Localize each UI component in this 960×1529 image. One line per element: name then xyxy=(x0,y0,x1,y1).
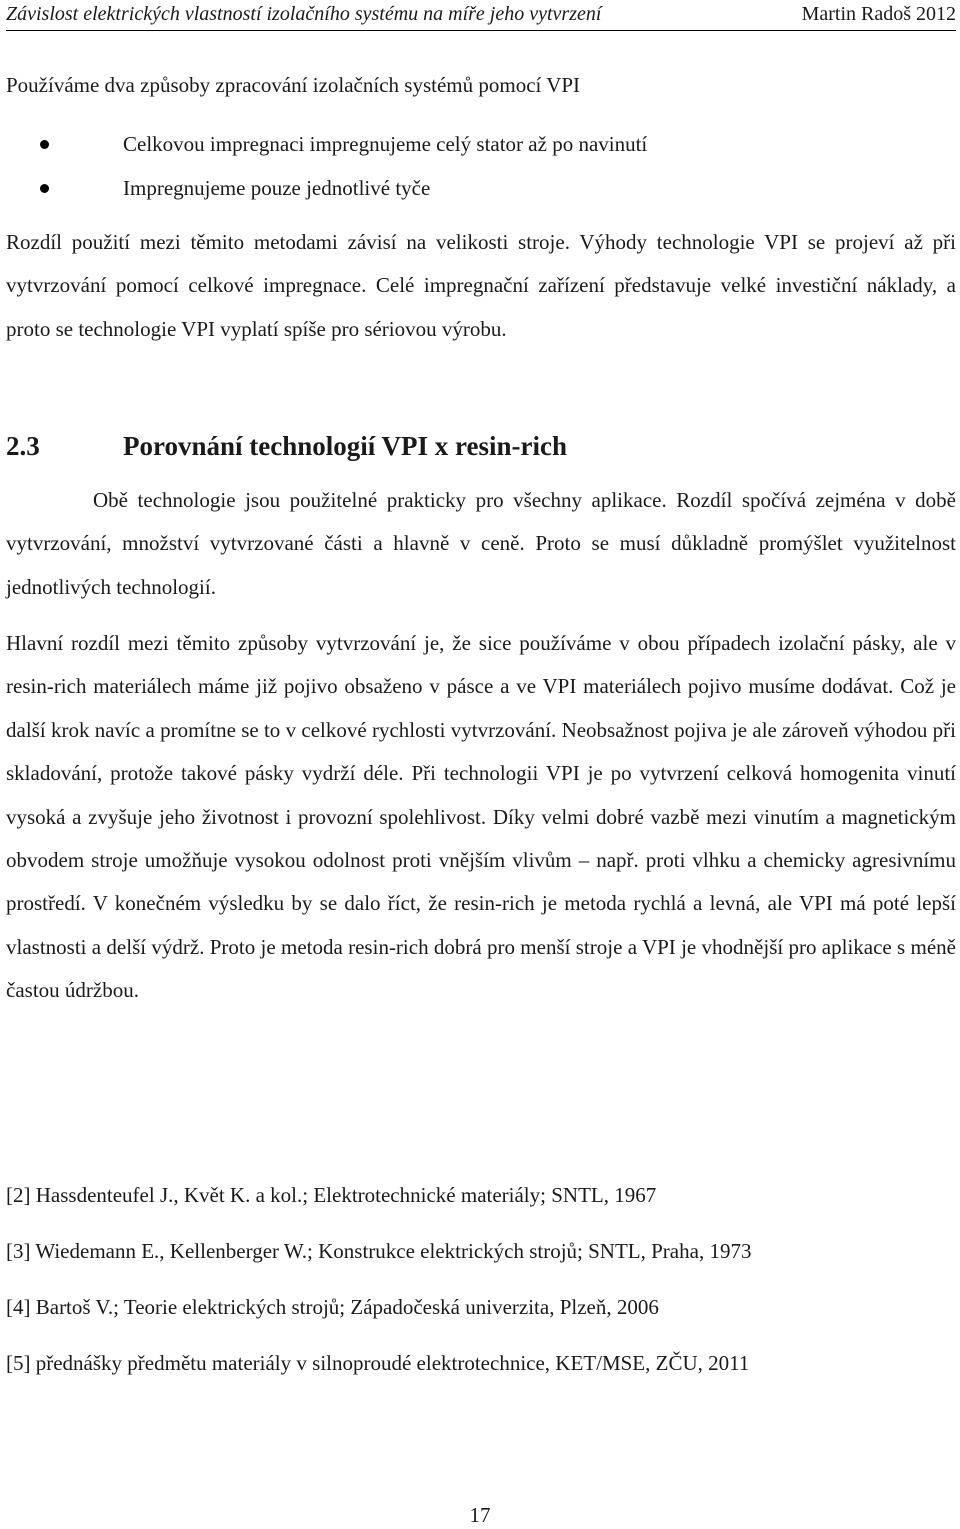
bullet-icon xyxy=(40,184,49,193)
reference-item: [4] Bartoš V.; Teorie elektrických strojů; Západočeská univerzita, Plzeň, 2006 xyxy=(6,1295,659,1319)
header-author: Martin Radoš 2012 xyxy=(801,3,956,25)
bullet-icon xyxy=(40,140,49,149)
paragraph-method-difference: Rozdíl použití mezi těmito metodami závisí na velikosti stroje. Výhody technologie VPI se projeví až při vytvrzování pomocí celkové impregnace. Celé impregnační zařízení představuje velké investiční náklady, a proto se technologie VPI vyplatí spíše pro sériovou výrobu. xyxy=(6,230,956,341)
page-number: 17 xyxy=(469,1503,491,1527)
paragraph-comparison: Obě technologie jsou použitelné prakticky pro všechny aplikace. Rozdíl spočívá zejména v době vytvrzování, množství vytvrzované části a hlavně v ceně. Proto se musí důkladně promýšlet využitelnost jednotlivých technologií. xyxy=(6,488,956,599)
page-header xyxy=(6,0,956,31)
reference-item: [5] přednášky předmětu materiály v silnoproudé elektrotechnice, KET/MSE, ZČU, 2011 xyxy=(6,1351,750,1375)
reference-item: [2] Hassdenteufel J., Květ K. a kol.; Elektrotechnické materiály; SNTL, 1967 xyxy=(6,1183,657,1207)
intro-paragraph: Používáme dva způsoby zpracování izolačních systémů pomocí VPI xyxy=(6,73,581,97)
bullet-list xyxy=(6,122,946,210)
section-number: 2.3 xyxy=(6,431,40,461)
reference-list xyxy=(6,1167,946,1391)
header-title: Závislost elektrických vlastností izolačního systému na míře jeho vytvrzení xyxy=(6,3,602,25)
section-title: Porovnání technologií VPI x resin-rich xyxy=(123,431,568,461)
reference-item: [3] Wiedemann E., Kellenberger W.; Konstrukce elektrických strojů; SNTL, Praha, 1973 xyxy=(6,1239,752,1263)
list-item-text: Celkovou impregnaci impregnujeme celý stator až po navinutí xyxy=(123,132,648,156)
section-heading xyxy=(6,422,946,470)
list-item xyxy=(6,166,946,210)
paragraph-main-difference: Hlavní rozdíl mezi těmito způsoby vytvrzování je, že sice používáme v obou případech izolační pásky, ale v resin-rich materiálech máme již pojivo obsaženo v pásce a ve VPI materiálech pojivo musíme dodávat. Což je další krok navíc a promítne se to v celkové rychlosti vytvrzování. Neobsažnost pojiva je ale zároveň výhodou při skladování, protože takové pásky vydrží déle. Při technologii VPI je po vytvrzení celková homogenita vinutí vysoká a zvyšuje jeho životnost i provozní spolehlivost. Díky velmi dobré vazbě mezi vinutím a magnetickým obvodem stroje umožňuje vysokou odolnost proti vnějším vlivům – např. proti vlhku a chemicky agresivnímu prostředí. V konečném výsledku by se dalo říct, že resin-rich je metoda rychlá a levná, ale VPI má poté lepší vlastnosti a delší výdrž. Proto je metoda resin-rich dobrá pro menší stroje a VPI je vhodnější pro aplikace s méně častou údržbou. xyxy=(6,631,956,1003)
list-item xyxy=(6,122,946,166)
list-item-text: Impregnujeme pouze jednotlivé tyče xyxy=(123,176,431,200)
